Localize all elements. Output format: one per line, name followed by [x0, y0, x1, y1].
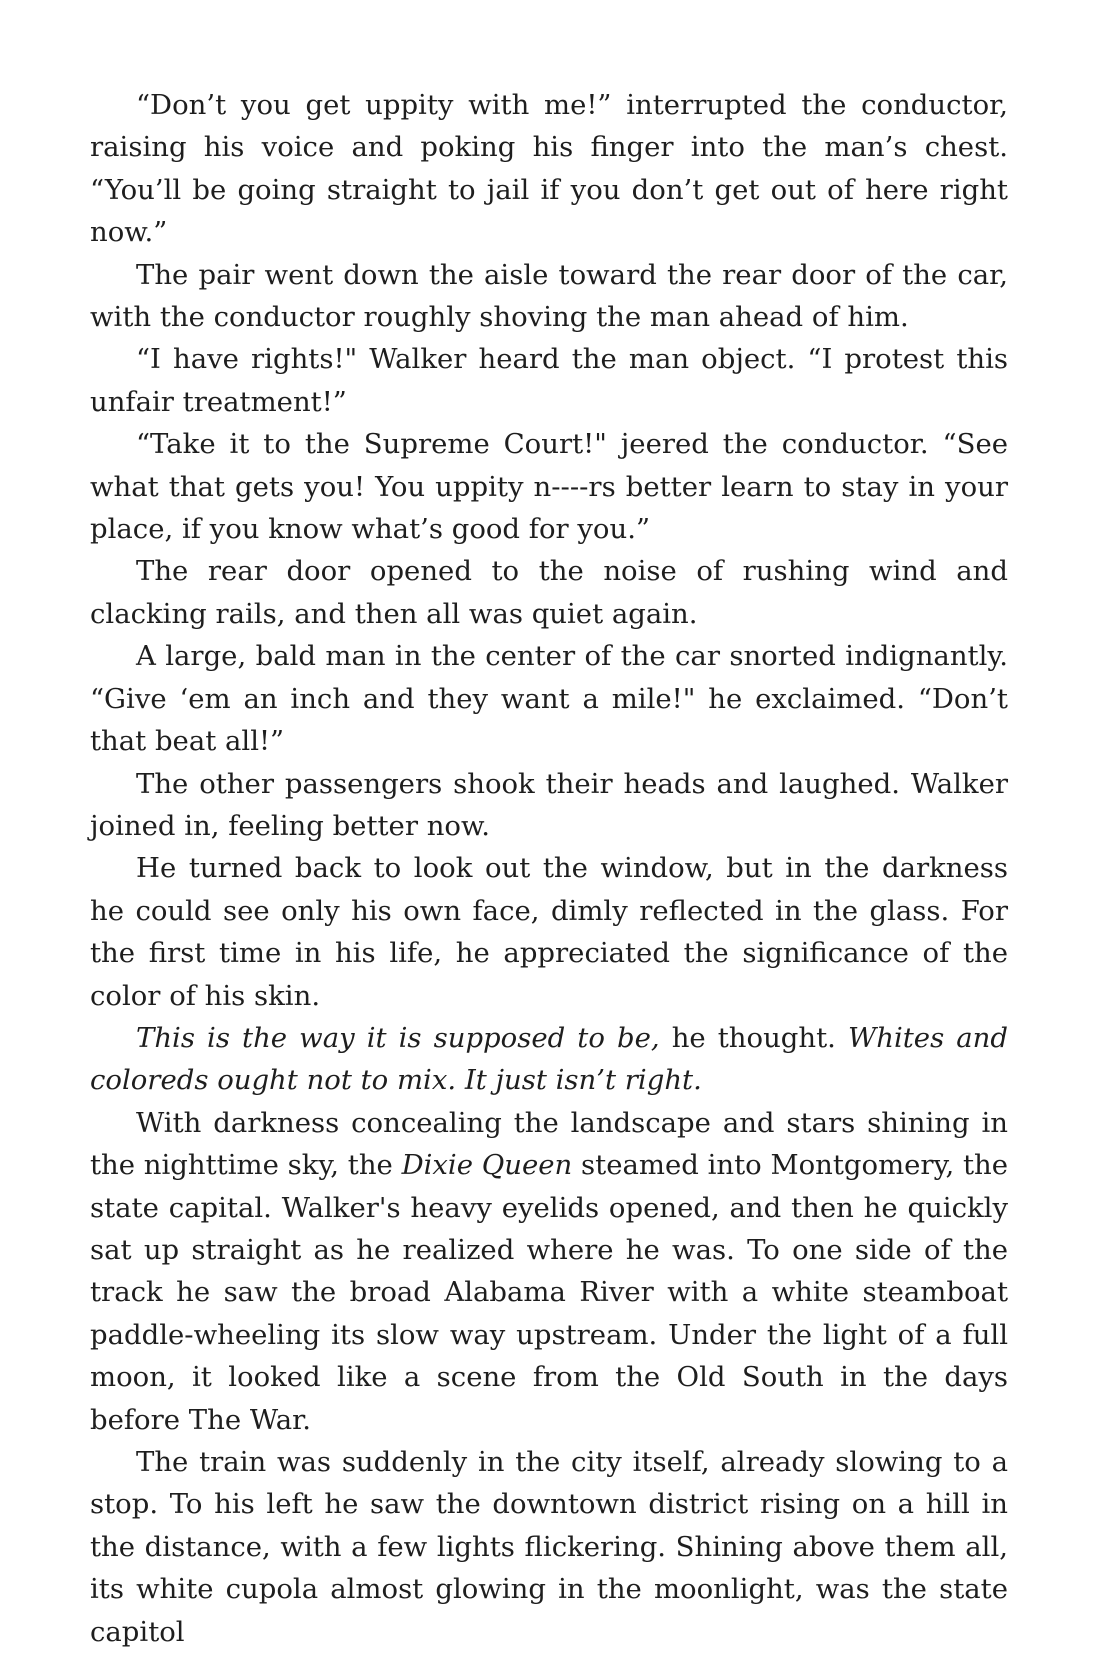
text-run: With darkness concealing the landscape and stars shining in the nighttime sky, the: [90, 1106, 1008, 1182]
paragraph: [90, 1017, 1008, 1102]
text-run: he thought.: [659, 1021, 848, 1054]
text-run: He turned back to look out the window, but in the darkness he could see only his own face, dimly reflected in the glass. For the first time in his life, he appreciated the significance of the color of his skin.: [90, 852, 1008, 1012]
text-run: “I have rights!" Walker heard the man object. “I protest this unfair treatment!”: [90, 343, 1008, 418]
italic-text: Dixie Queen: [401, 1149, 573, 1182]
paragraph: [90, 254, 1008, 339]
text-run: The train was suddenly in the city itself, already slowing to a stop. To his left he saw the downtown district rising on a hill in the distance, with a few lights flickering. Shining above them all, its white cupola almost glowing in the moonlight, was the state capitol: [90, 1446, 1008, 1648]
paragraph: [90, 847, 1008, 1017]
book-page: [90, 84, 1008, 1653]
paragraph: [90, 635, 1008, 762]
text-run: steamed into Montgomery, the state capital. Walker's heavy eyelids opened, and then he quickly sat up straight as he realized where he was. To one side of the track he saw the broad Alabama River with a white steamboat paddle-wheeling its slow way upstream. Under the light of a full moon, it looked like a scene from the Old South in the days before The War.: [90, 1149, 1008, 1436]
paragraph: [90, 1441, 1008, 1653]
text-run: “Don’t you get uppity with me!” interrupted the conductor, raising his voice and poking his finger into the man’s chest. “You’ll be going straight to jail if you don’t get out of here right now.”: [90, 89, 1008, 249]
text-run: “Take it to the Supreme Court!" jeered the conductor. “See what that gets you! You uppity n----rs better learn to stay in your place, if you know what’s good for you.”: [90, 428, 1008, 546]
paragraph: [90, 338, 1008, 423]
paragraph: [90, 763, 1008, 848]
text-run: A large, bald man in the center of the car snorted indignantly. “Give ‘em an inch and they want a mile!" he exclaimed. “Don’t that beat all!”: [90, 640, 1008, 758]
italic-text: This is the way it is supposed to be,: [136, 1021, 660, 1054]
text-run: The pair went down the aisle toward the rear door of the car, with the conductor roughly shoving the man ahead of him.: [90, 258, 1008, 334]
text-run: The rear door opened to the noise of rushing wind and clacking rails, and then all was quiet again.: [90, 555, 1008, 630]
paragraph: [90, 84, 1008, 254]
paragraph: [90, 423, 1008, 550]
paragraph: [90, 550, 1008, 635]
paragraph: [90, 1102, 1008, 1441]
text-run: The other passengers shook their heads and laughed. Walker joined in, feeling better now.: [90, 767, 1008, 842]
italic-text: Whites and coloreds ought not to mix. It just isn’t right.: [90, 1021, 1008, 1097]
